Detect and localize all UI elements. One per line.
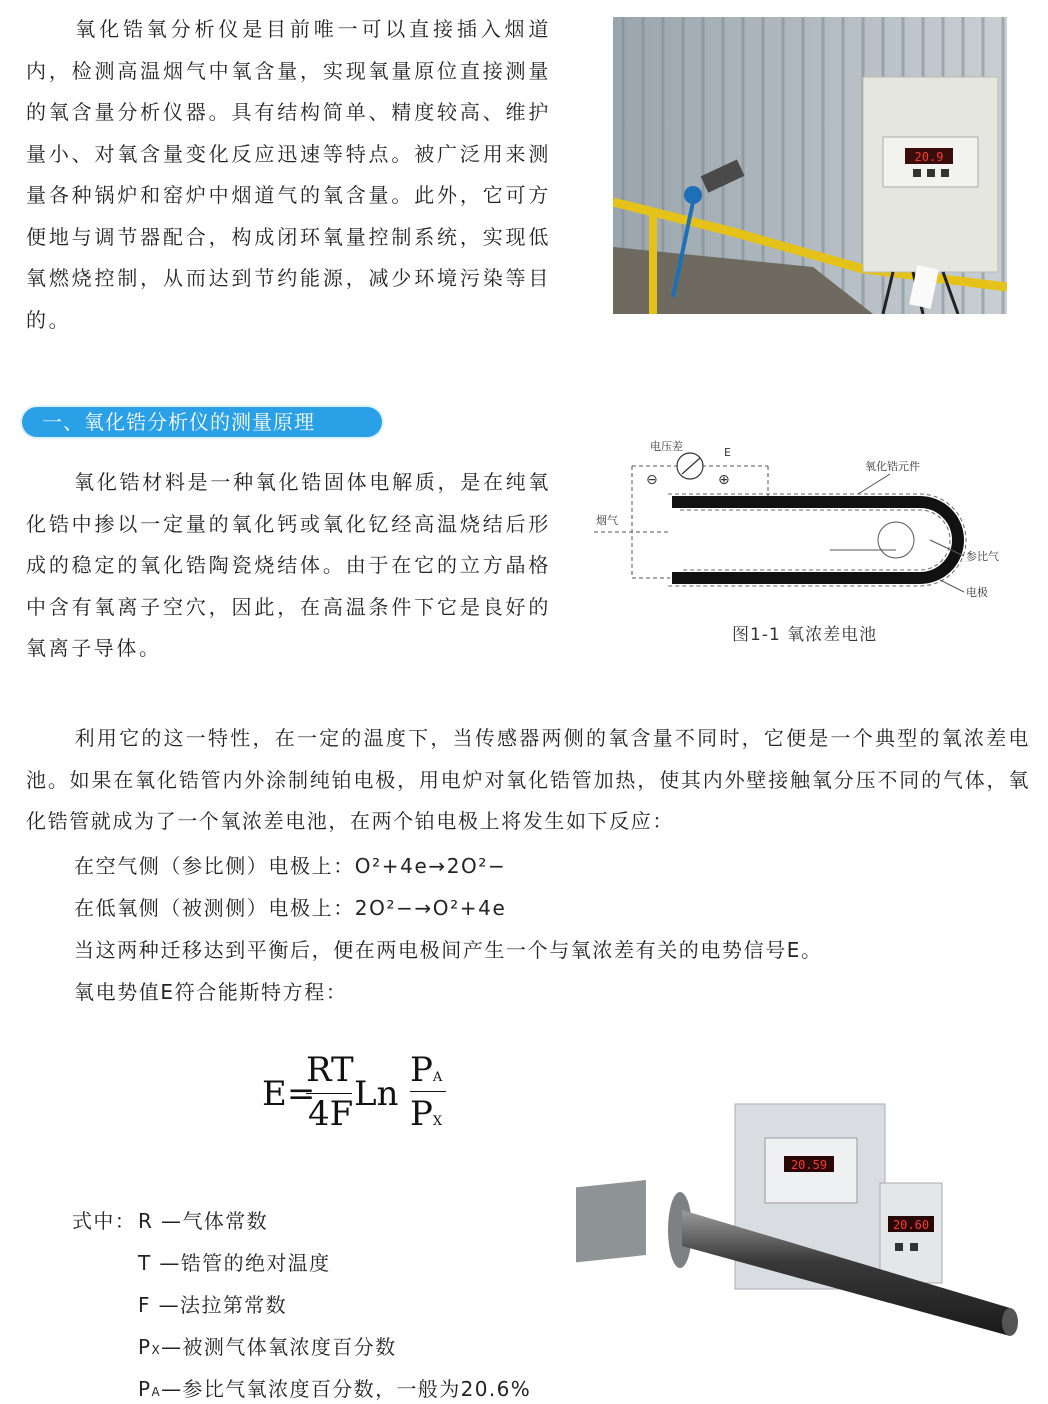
product-display-1: 20.59 (790, 1158, 828, 1172)
reaction-air-side: 在空气侧（参比侧）电极上：O²+4e→2O²− (74, 854, 507, 878)
site-installation-photo (613, 17, 1007, 314)
nernst-intro: 氧电势值E符合能斯特方程： (74, 980, 348, 1004)
formula-lhs: E= (262, 1074, 316, 1114)
flue-gas-label: 烟气 (596, 514, 618, 527)
legend-prefix: 式中： (72, 1209, 137, 1233)
figure-caption: 图1-1 氧浓差电池 (732, 625, 878, 645)
legend-t: T —锆管的绝对温度 (138, 1251, 331, 1275)
equilibrium-statement: 当这两种迁移达到平衡后，便在两电极间产生一个与氧浓差有关的电势信号E。 (74, 938, 823, 962)
formula-numerator: RT (306, 1050, 354, 1090)
formula-pa: PA (410, 1050, 443, 1090)
electrode-label: 电极 (966, 586, 988, 599)
formula-denominator: 4F (308, 1094, 354, 1134)
legend-pa: PA—参比气氧浓度百分数，一般为20.6% (138, 1377, 532, 1401)
legend-px: PX—被测气体氧浓度百分数 (138, 1335, 397, 1359)
oxygen-cell-diagram (590, 432, 1030, 612)
e-label: E (724, 446, 731, 459)
voltage-label: 电压差 (650, 440, 683, 453)
voltmeter-icon (677, 453, 703, 479)
formula-px: PX (410, 1094, 443, 1134)
intro-paragraph: 氧化锆氧分析仪是目前唯一可以直接插入烟道内，检测高温烟气中氧含量，实现氧量原位直接测量的氧含量分析仪器。具有结构简单、精度较高、维护量小、对氧含量变化反应迅速等特点。被广泛用来测量各种锅炉和窑炉中烟道气的氧含量。此外，它可方便地与调节器配合，构成闭环氧量控制系统，实现低氧燃烧控制，从而达到节约能源，减少环境污染等目的。 (26, 17, 551, 332)
material-paragraph: 氧化锆材料是一种氧化锆固体电解质，是在纯氧化锆中掺以一定量的氧化钙或氧化钇经高温烧结后形成的稳定的氧化锆陶瓷烧结体。由于在它的立方晶格中含有氧离子空穴，因此，在高温条件下它是良好的氧离子导体。 (26, 470, 551, 660)
site-display-readout: 20.9 (914, 150, 944, 164)
principle-paragraph: 利用它的这一特性，在一定的温度下，当传感器两侧的氧含量不同时，它便是一个典型的氧浓差电池。如果在氧化锆管内外涂制纯铂电极，用电炉对氧化锆管加热，使其内外壁接触氧分压不同的气体，氧化锆管就成为了一个氧浓差电池，在两个铂电极上将发生如下反应： (26, 726, 1030, 833)
product-display-2: 20.60 (892, 1218, 930, 1232)
reference-gas-label: 参比气 (966, 550, 999, 563)
formula-ln: Ln (354, 1074, 399, 1114)
zirconia-tube (672, 502, 958, 578)
plus-terminal: ⊕ (718, 472, 730, 488)
reaction-low-oxygen-side: 在低氧侧（被测侧）电极上：2O²−→O²+4e (74, 896, 507, 920)
section-heading: 一、氧化锆分析仪的测量原理 (22, 407, 382, 437)
legend-f: F —法拉第常数 (138, 1293, 288, 1317)
legend-r: R —气体常数 (138, 1209, 269, 1233)
zirconia-element-label: 氧化锆元件 (865, 460, 920, 473)
minus-terminal: ⊖ (646, 472, 658, 488)
product-photo (570, 1098, 1026, 1356)
nernst-equation (258, 1050, 518, 1150)
